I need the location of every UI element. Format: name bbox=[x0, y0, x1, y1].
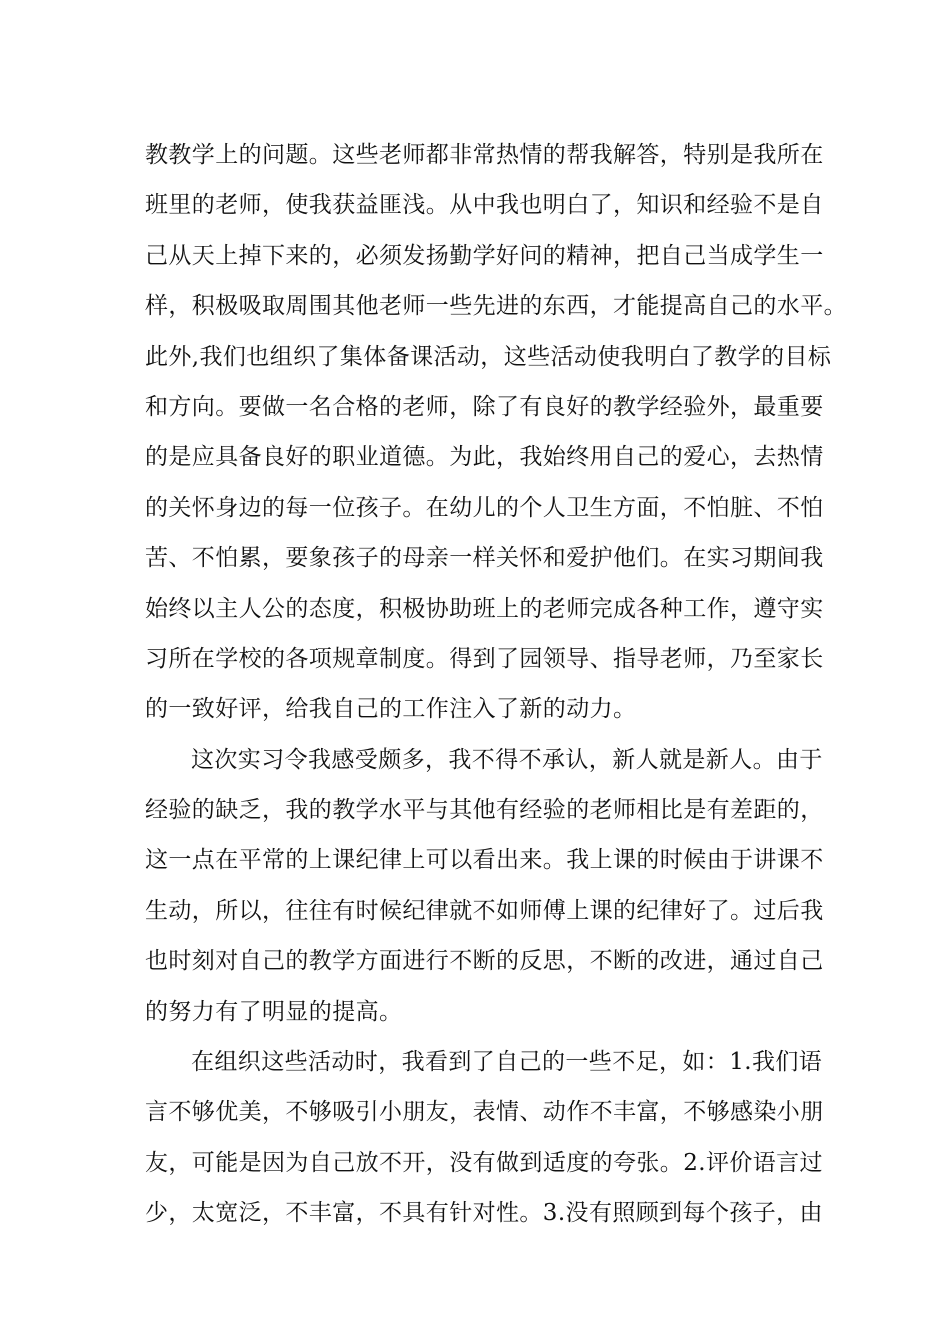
text-line: 样，积极吸取周围其他老师一些先进的东西，才能提高自己的水平。 bbox=[145, 293, 847, 320]
document-body bbox=[145, 130, 847, 1239]
text-line: 班里的老师，使我获益匪浅。从中我也明白了，知识和经验不是自 bbox=[145, 192, 824, 219]
text-line: 和方向。要做一名合格的老师，除了有良好的教学经验外，最重要 bbox=[145, 393, 824, 420]
text-line: 经验的缺乏，我的教学水平与其他有经验的老师相比是有差距的， bbox=[145, 797, 824, 824]
paragraph-1 bbox=[145, 130, 847, 735]
text-line: 在组织这些活动时，我看到了自己的一些不足，如：1.我们语 bbox=[191, 1049, 823, 1076]
text-line: 友，可能是因为自己放不开，没有做到适度的夸张。2.评价语言过 bbox=[145, 1149, 823, 1176]
text-line: 生动，所以，往往有时候纪律就不如师傅上课的纪律好了。过后我 bbox=[145, 897, 824, 924]
text-line: 的关怀身边的每一位孩子。在幼儿的个人卫生方面，不怕脏、不怕 bbox=[145, 494, 824, 521]
text-line: 这次实习令我感受颇多，我不得不承认，新人就是新人。由于 bbox=[191, 746, 823, 773]
paragraph-3 bbox=[145, 1037, 824, 1239]
text-line: 始终以主人公的态度，积极协助班上的老师完成各种工作，遵守实 bbox=[145, 595, 824, 622]
text-line: 也时刻对自己的教学方面进行不断的反思，不断的改进，通过自己 bbox=[145, 948, 824, 975]
text-line: 的努力有了明显的提高。 bbox=[145, 998, 403, 1025]
text-line: 此外,我们也组织了集体备课活动，这些活动使我明白了教学的目标 bbox=[145, 343, 832, 370]
paragraph-2 bbox=[145, 735, 824, 1037]
text-line: 习所在学校的各项规章制度。得到了园领导、指导老师，乃至家长 bbox=[145, 645, 824, 672]
text-line: 教教学上的问题。这些老师都非常热情的帮我解答，特别是我所在 bbox=[145, 142, 824, 168]
text-line: 少，太宽泛，不丰富，不具有针对性。3.没有照顾到每个孩子，由 bbox=[145, 1200, 823, 1227]
text-line: 苦、不怕累，要象孩子的母亲一样关怀和爱护他们。在实习期间我 bbox=[145, 545, 824, 572]
text-line: 的是应具备良好的职业道德。为此，我始终用自己的爱心，去热情 bbox=[145, 444, 824, 471]
text-line: 言不够优美，不够吸引小朋友，表情、动作不丰富，不够感染小朋 bbox=[145, 1099, 824, 1126]
text-line: 己从天上掉下来的，必须发扬勤学好问的精神，把自己当成学生一 bbox=[145, 242, 824, 269]
text-line: 这一点在平常的上课纪律上可以看出来。我上课的时候由于讲课不 bbox=[145, 847, 824, 874]
text-line: 的一致好评，给我自己的工作注入了新的动力。 bbox=[145, 696, 637, 723]
